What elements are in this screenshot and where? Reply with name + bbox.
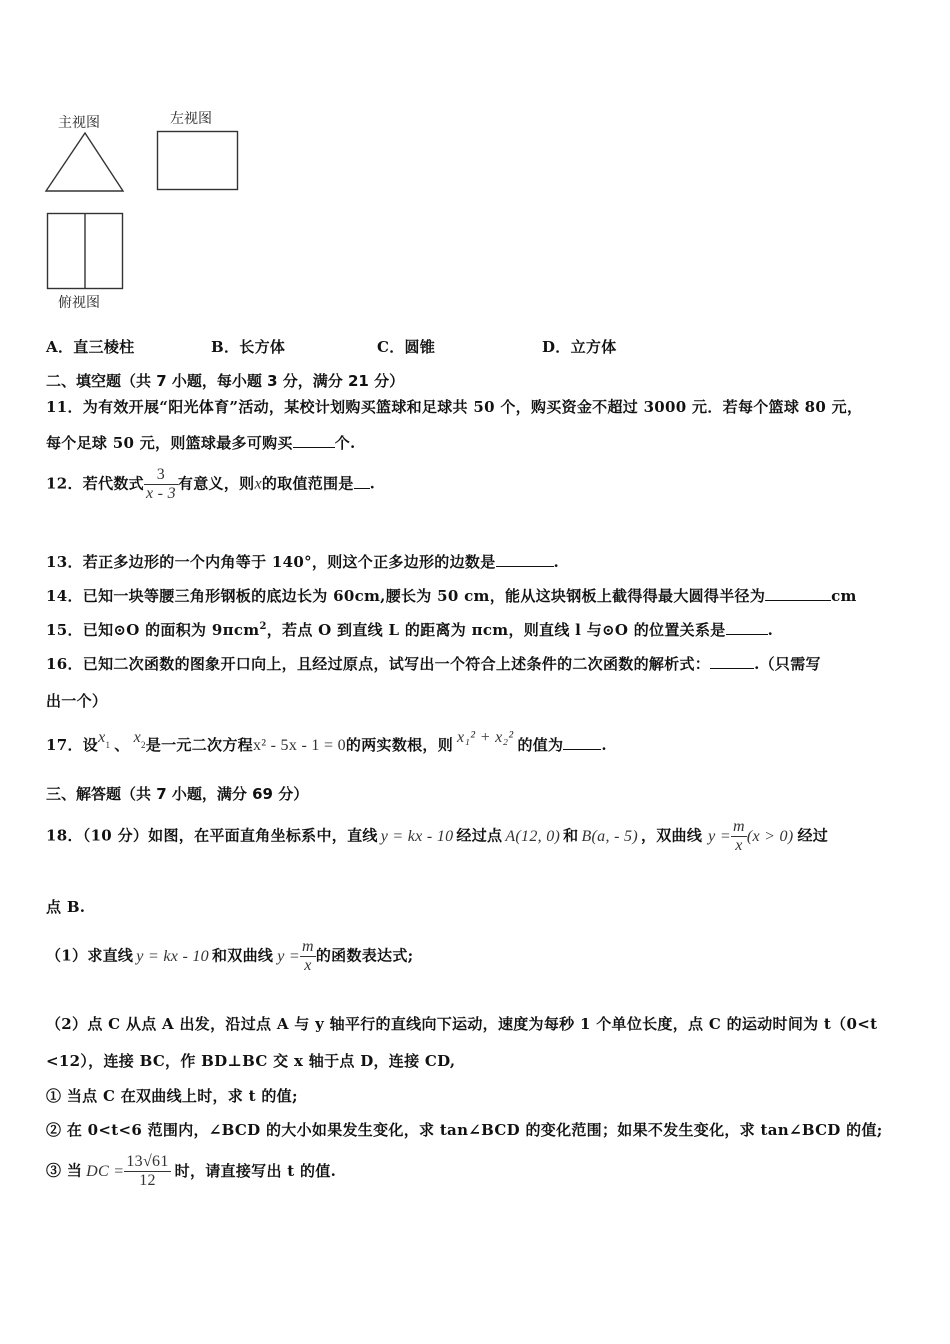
q18-hyp-cond: (x > 0)	[746, 827, 794, 845]
q14-unit: cm	[831, 587, 857, 605]
q12-middle: 有意义，则	[177, 474, 255, 493]
q12-suffix: 的取值范围是	[261, 474, 354, 493]
q14-answer-blank	[765, 586, 831, 601]
left-view-label: 左视图	[170, 111, 212, 127]
q18-part2-line2: <12），连接 BC，作 BD⊥BC 交 x 轴于点 D，连接 CD,	[46, 1052, 456, 1070]
q15-text-b: ，若点 O 到直线 L 的距离为 πcm，则直线 l 与⊙O 的位置关系是	[266, 621, 726, 639]
q12-frac-den: x - 3	[145, 485, 176, 502]
q12-answer-blank	[354, 474, 370, 489]
q18-line1	[46, 818, 828, 855]
q17-answer-blank	[563, 735, 601, 750]
q16-note: .（只需写	[754, 655, 821, 673]
q18-sub3	[46, 1153, 336, 1190]
option-c: C．圆锥	[377, 338, 436, 356]
q12-end: .	[369, 474, 376, 493]
q18-text-b: 经过点	[456, 826, 503, 845]
q17-expr: x₁² + x₂²	[457, 729, 514, 746]
q18-sub3-den: 12	[124, 1171, 170, 1190]
q18-sub1: ① 当点 C 在双曲线上时，求 t 的值;	[46, 1087, 298, 1105]
q18-p1-hyp-frac	[300, 938, 316, 975]
q17-end-dot: .	[601, 736, 607, 754]
q18-hyp-lhs: y =	[708, 827, 731, 845]
q18-line-eq: y = kx - 10	[380, 827, 454, 845]
q18-sub3-text-b: 时，请直接写出 t 的值.	[174, 1161, 337, 1180]
q11-end: 个.	[334, 434, 356, 452]
q18-p1-text-b: 和双曲线	[211, 946, 274, 965]
q17-prefix: 17．设	[46, 736, 99, 754]
q18-line2: 点 B.	[46, 898, 86, 916]
q18-p1-hyp-den: x	[300, 956, 316, 975]
q18-hyp-frac	[731, 818, 747, 855]
q16-text: 16．已知二次函数的图象开口向上，且经过原点，试写出一个符合上述条件的二次函数的解析式：	[46, 655, 711, 673]
q11-line2	[46, 432, 356, 453]
q18-and: 和	[563, 826, 579, 845]
q12	[46, 466, 375, 503]
q17-sep: 、	[114, 736, 130, 754]
q18-p1-hyp-num: m	[302, 938, 314, 955]
q18-p1-text-a: （1）求直线	[46, 946, 134, 965]
top-view-label: 俯视图	[58, 295, 100, 311]
q11-text: 每个足球 50 元，则篮球最多可购买	[46, 434, 293, 452]
q17-end: 的值为	[517, 736, 564, 754]
q18-sub3-text-a: ③ 当	[46, 1161, 83, 1180]
q15-end: .	[767, 621, 774, 639]
q18-text-a: 18．（10 分）如图，在平面直角坐标系中，直线	[46, 826, 378, 845]
top-view-rectangle	[46, 212, 126, 292]
q14-text: 14．已知一块等腰三角形钢板的底边长为 60cm,腰长为 50 cm，能从这块钢板上截得得最大圆得半径为	[46, 587, 766, 605]
q16-answer-blank	[710, 654, 754, 669]
q16-line1	[46, 653, 821, 674]
q11-line1: 11．为有效开展“阳光体育”活动，某校计划购买篮球和足球共 50 个，购买资金不超过 3000 元．若每个篮球 80 元，	[46, 398, 863, 416]
q16-line2: 出一个）	[46, 692, 108, 710]
q12-fraction	[144, 466, 178, 503]
q13-end: .	[553, 553, 560, 571]
q13-answer-blank	[496, 552, 554, 567]
q17-equation: x² - 5x - 1 = 0	[252, 737, 346, 754]
q15	[46, 619, 773, 640]
front-view-triangle	[44, 131, 126, 193]
q18-sub2: ② 在 0<t<6 范围内，∠BCD 的大小如果发生变化，求 tan∠BCD 的变化范围；如果不发生变化，求 tan∠BCD 的值;	[46, 1121, 883, 1139]
q17-x1-sub: 1	[105, 740, 111, 750]
q18-sub3-num: 13√61	[126, 1153, 169, 1170]
q15-answer-blank	[726, 620, 768, 635]
q18-sub3-lhs: DC =	[86, 1162, 125, 1180]
q18-text-c: ，双曲线	[640, 826, 703, 845]
option-b: B．长方体	[211, 338, 286, 356]
q17-x1: x	[98, 729, 106, 746]
q18-point-b: B(a, - 5)	[581, 827, 638, 845]
q18-part1	[46, 938, 414, 975]
section-3-heading: 三、解答题（共 7 小题，满分 69 分）	[46, 785, 309, 803]
q17-mid: 是一元二次方程	[145, 736, 253, 754]
q18-p1-text-c: 的函数表达式;	[315, 946, 414, 965]
left-view-rectangle	[156, 130, 240, 192]
q18-text-d: 经过	[797, 826, 829, 845]
option-a: A．直三棱柱	[46, 338, 135, 356]
q12-frac-num: 3	[156, 466, 166, 483]
q15-sup: 2	[259, 621, 267, 632]
q17-x2: x	[133, 729, 142, 746]
q12-prefix: 12．若代数式	[46, 474, 144, 493]
q11-answer-blank	[293, 433, 335, 448]
q13	[46, 551, 559, 572]
q15-text-a: 15．已知⊙O 的面积为 9πcm	[46, 621, 260, 639]
q18-sub3-frac	[124, 1153, 170, 1190]
q18-p1-eq: y = kx - 10	[136, 947, 209, 965]
section-2-heading: 二、填空题（共 7 小题，每小题 3 分，满分 21 分）	[46, 372, 405, 390]
q14	[46, 585, 857, 606]
q18-part2-line1: （2）点 C 从点 A 出发，沿过点 A 与 y 轴平行的直线向下运动，速度为每秒 1 个单位长度，点 C 的运动时间为 t（0<t	[46, 1015, 878, 1033]
q13-text: 13．若正多边形的一个内角等于 140°，则这个正多边形的边数是	[46, 553, 496, 571]
q18-hyp-num: m	[732, 818, 745, 835]
q17-mid2: 的两实数根，则	[345, 736, 454, 754]
q17	[46, 729, 607, 756]
q18-point-a: A(12, 0)	[505, 827, 561, 845]
q18-p1-hyp-lhs: y =	[277, 947, 300, 965]
q12-var: x	[254, 475, 262, 493]
q18-hyp-den: x	[731, 836, 747, 855]
front-view-label: 主视图	[58, 115, 100, 131]
q17-x2-sub: 2	[141, 740, 146, 750]
option-d: D．立方体	[542, 338, 617, 356]
